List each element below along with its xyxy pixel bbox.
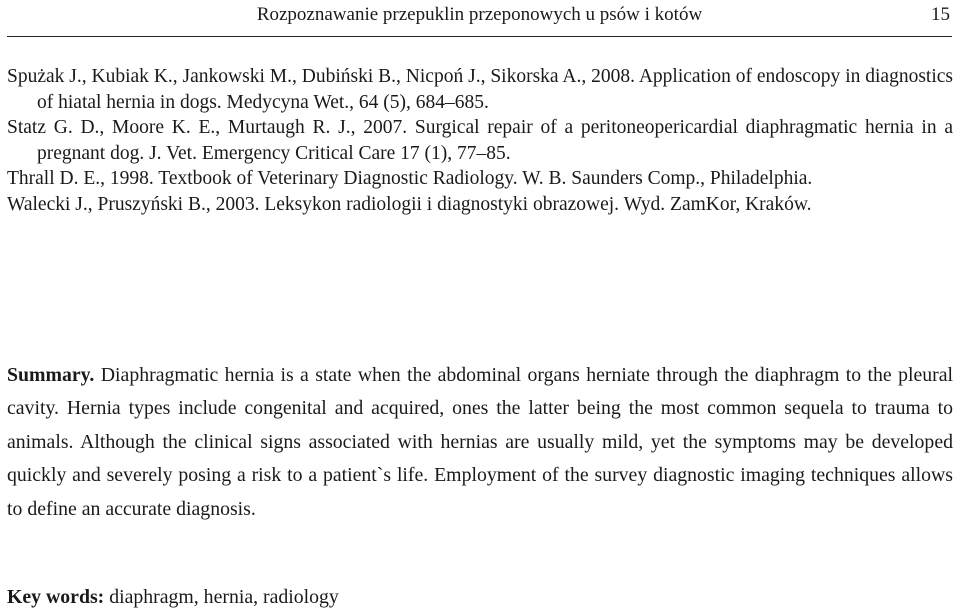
keywords-line [7,584,953,610]
keywords-text: diaphragm, hernia, radiology [109,586,339,608]
reference-entry: Thrall D. E., 1998. Textbook of Veterinary Diagnostic Radiology. W. B. Saunders Comp., Philadelphia. [7,168,813,190]
summary-paragraph [7,359,953,526]
page-number: 15 [931,4,950,25]
summary-label: Summary. [7,364,95,386]
reference-entry: Spużak J., Kubiak K., Jankowski M., Dubiński B., Nicpoń J., Sikorska A., 2008. Application of endoscopy in diagnostics of hiatal hernia in dogs. Medycyna Wet., 64 (5), 684–685. [7,66,953,113]
summary-text: Diaphragmatic hernia is a state when the abdominal organs herniate through the diaphragm to the pleural cavity. Hernia types include congenital and acquired, ones the latter being the most common sequela to trauma to animals. Although the clinical signs associated with hernias are usually mild, yet the symptoms may be developed quickly and severely posing a risk to a patient`s life. Employment of the survey diagnostic imaging techniques allows to define an accurate diagnosis. [7,364,953,520]
reference-entry: Walecki J., Pruszyński B., 2003. Leksykon radiologii i diagnostyki obrazowej. Wyd. ZamKor, Kraków. [7,193,812,215]
keywords-label: Key words: [7,586,105,608]
running-title: Rozpoznawanie przepuklin przeponowych u psów i kotów [256,4,703,25]
reference-list [7,64,953,218]
running-header [7,0,952,37]
reference-entry: Statz G. D., Moore K. E., Murtaugh R. J., 2007. Surgical repair of a peritoneopericardial diaphragmatic hernia in a pregnant dog. J. Vet. Emergency Critical Care 17 (1), 77–85. [7,117,953,164]
